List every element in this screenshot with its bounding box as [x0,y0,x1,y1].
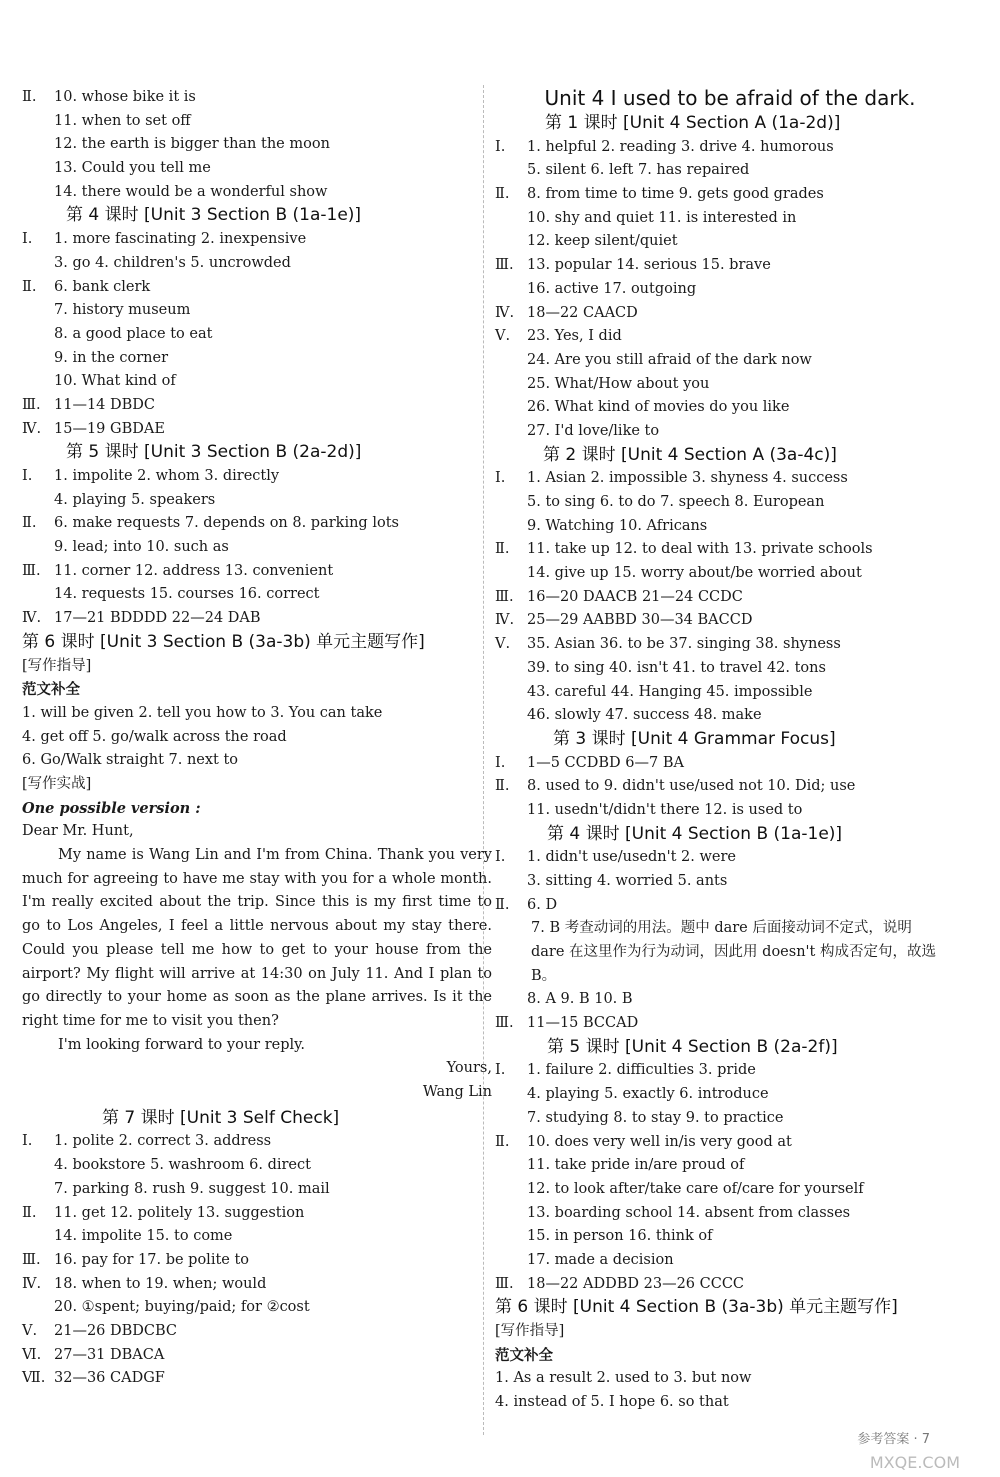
answer-text: 6. D [527,896,558,913]
answer-line [22,1320,492,1344]
answer-line [495,1012,965,1036]
section-numeral: Ⅴ. [495,328,511,345]
answer-line [22,1273,492,1297]
answer-line [22,536,492,560]
model-fill-answers-r [495,1367,965,1414]
answer-text: 8. a good place to eat [54,325,213,342]
fill-line [22,749,492,773]
answer-text: 18—22 ADDBD 23—26 CCCC [527,1275,745,1292]
answer-text: 1. Asian 2. impossible 3. shyness 4. success [527,470,848,487]
section-numeral: Ⅲ. [495,257,514,274]
section-numeral: Ⅶ. [22,1370,46,1387]
answer-block-r5 [495,1059,965,1296]
answer-text: 26. What kind of movies do you like [527,399,790,416]
answer-line [495,1178,965,1202]
section-numeral: Ⅲ. [22,562,41,579]
answer-line [22,181,492,205]
answer-line [22,583,492,607]
answer-line [22,465,492,489]
answer-text: 16. active 17. outgoing [527,280,697,297]
answer-text: 4. playing 5. speakers [54,491,216,508]
section-numeral: Ⅱ. [22,515,37,532]
answer-block-r4a [495,846,965,917]
answer-text: 12. the earth is bigger than the moon [54,136,330,153]
model-fill-label-r: 范文补全 [495,1346,553,1364]
section-numeral: Ⅱ. [495,778,510,795]
answer-text: 3. sitting 4. worried 5. ants [527,873,728,889]
section-numeral: Ⅳ. [22,610,42,627]
answer-line [495,752,965,776]
answer-text: 10. whose bike it is [54,89,196,105]
answer-text: 7. studying 8. to stay 9. to practice [527,1109,784,1126]
answer-line [22,607,492,631]
answer-line [495,562,965,586]
answer-block-r2 [495,467,965,728]
answer-line [495,136,965,160]
answer-line [495,1249,965,1273]
answer-text: 1. didn't use/usedn't 2. were [527,849,737,866]
answer-text: 10. shy and quiet 11. is interested in [527,209,797,226]
answer-line [495,207,965,231]
answer-text: 10. does very well in/is very good at [527,1133,792,1150]
section-numeral: Ⅱ. [495,186,510,203]
answer-line [495,609,965,633]
answer-line [22,157,492,181]
letter-closing-line: I'm looking forward to your reply. [58,1036,306,1053]
answer-text: 12. to look after/take care of/care for yourself [527,1180,864,1197]
lesson-heading-l6: 第 6 课时 [Unit 3 Section B (3a-3b) 单元主题写作] [22,631,425,652]
answer-line [495,278,965,302]
left-column [22,86,492,1391]
section-numeral: Ⅰ. [22,468,33,484]
answer-text: 27. I'd love/like to [527,422,660,439]
lesson-heading-l5: 第 5 课时 [Unit 3 Section B (2a-2d)] [66,442,362,463]
answer-line [495,349,965,373]
answer-text: 10. What kind of [54,373,176,390]
section-numeral: Ⅰ. [495,470,506,487]
answer-line [22,252,492,276]
answer-line [495,1273,965,1297]
section-numeral: Ⅰ. [495,1062,506,1079]
answer-block-r4b [495,988,965,1035]
answer-text: 6. bank clerk [54,278,151,295]
answer-line [495,1059,965,1083]
section-numeral: Ⅱ. [495,896,510,913]
answer-line [495,1202,965,1226]
answer-text: 1. helpful 2. reading 3. drive 4. humorous [527,138,834,155]
answer-line [495,775,965,799]
answer-text: 16. pay for 17. be polite to [54,1251,250,1268]
answer-text: 32—36 CADGF [54,1370,165,1387]
section-numeral: Ⅰ. [22,231,33,248]
answer-line [495,1225,965,1249]
lesson-heading-l7: 第 7 课时 [Unit 3 Self Check] [102,1107,340,1128]
answer-line [22,1202,492,1226]
answer-text: 14. give up 15. worry about/be worried about [527,565,862,582]
fill-line [495,1367,965,1391]
section-numeral: Ⅴ. [22,1322,38,1339]
answer-line [22,347,492,371]
page-footer [0,1432,1000,1477]
answer-block-l4 [22,228,492,441]
fill-line [22,726,492,750]
answer-text: 7. history museum [54,302,191,319]
answer-line [22,1178,492,1202]
section-numeral: Ⅴ. [495,636,511,653]
writing-guide-label-r: [写作指导] [495,1323,565,1339]
answer-text: 25. What/How about you [527,375,710,392]
answer-text: 11—15 BCCAD [527,1015,639,1032]
section-numeral: Ⅲ. [495,1275,514,1292]
answer-text: 5. silent 6. left 7. has repaired [527,162,750,179]
answer-text: 9. in the corner [54,349,169,366]
sample-letter [22,820,492,1104]
answer-text: 4. playing 5. exactly 6. introduce [527,1086,769,1103]
answer-line [495,159,965,183]
answer-text: 1. polite 2. correct 3. address [54,1133,272,1150]
section-numeral: Ⅲ. [495,1015,514,1032]
answer-block-l5 [22,465,492,631]
answer-line [22,1154,492,1178]
fill-line [22,702,492,726]
answer-text: 1. more fascinating 2. inexpensive [54,231,307,248]
possible-version-label: One possible version : [22,799,201,817]
answer-line [22,110,492,134]
letter-signature: Wang Lin [422,1084,492,1101]
section-numeral: Ⅰ. [495,138,506,155]
section-numeral: Ⅳ. [22,420,42,437]
answer-line [22,394,492,418]
answer-text: 1. failure 2. difficulties 3. pride [527,1062,756,1079]
answer-line [495,1154,965,1178]
answer-line [22,1344,492,1368]
answer-line [22,299,492,323]
answer-line [22,1225,492,1249]
answer-text: 9. Watching 10. Africans [527,517,708,534]
fill-text: 4. instead of 5. I hope 6. so that [495,1394,729,1411]
fill-line [495,1391,965,1415]
answer-text: 43. careful 44. Hanging 45. impossible [527,683,813,700]
answer-line [495,183,965,207]
answer-text: 25—29 AABBD 30—34 BACCD [527,612,753,629]
fill-text: 6. Go/Walk straight 7. next to [22,752,239,769]
section-numeral: Ⅲ. [22,1251,41,1268]
answer-text: 8. A 9. B 10. B [527,991,633,1008]
answer-line [495,799,965,823]
answer-line [495,396,965,420]
answer-text: 14. requests 15. courses 16. correct [54,586,320,603]
answer-text: 11. get 12. politely 13. suggestion [54,1204,305,1221]
answer-text: 11—14 DBDC [54,396,156,413]
answer-text: 5. to sing 6. to do 7. speech 8. European [527,494,825,510]
answer-line [495,1107,965,1131]
answer-text: 11. take pride in/are proud of [527,1157,745,1174]
answer-line [22,228,492,252]
answer-line [495,373,965,397]
fill-text: 4. get off 5. go/walk across the road [22,728,287,745]
answer-line [495,846,965,870]
answer-line [495,420,965,444]
answer-line [22,1130,492,1154]
section-numeral: Ⅲ. [22,396,41,413]
answer-line [495,870,965,894]
answer-line [22,560,492,584]
section-numeral: Ⅰ. [495,849,506,866]
answer-line [22,370,492,394]
section-numeral: Ⅳ. [495,612,515,629]
section-numeral: Ⅵ. [22,1346,42,1363]
answer-line [495,894,965,918]
answer-text: 6. make requests 7. depends on 8. parking lots [54,515,399,532]
answer-text: 4. bookstore 5. washroom 6. direct [54,1157,311,1174]
answer-line [495,633,965,657]
answer-text: 15. in person 16. think of [527,1228,713,1245]
answer-line [22,418,492,442]
answer-line [22,86,492,110]
answer-text: 11. usedn't/didn't there 12. is used to [527,801,803,818]
page-number: 参考答案 · 7 [857,1432,930,1447]
section-numeral: Ⅳ. [22,1275,42,1292]
section-numeral: Ⅳ. [495,304,515,321]
letter-signoff: Yours, [446,1060,492,1077]
answer-text: 13. popular 14. serious 15. brave [527,257,771,274]
writing-practice-label: [写作实战] [22,775,92,792]
watermark: MXQE.COM [869,1453,960,1472]
answer-note-7 [495,917,965,988]
answer-line [495,515,965,539]
answer-text: 12. keep silent/quiet [527,233,678,250]
answer-line [495,1083,965,1107]
answer-text: 13. boarding school 14. absent from classes [527,1204,851,1221]
lesson-heading-l4: 第 4 课时 [Unit 3 Section B (1a-1e)] [66,205,362,226]
answer-text: 8. from time to time 9. gets good grades [527,186,824,203]
answer-text: 18. when to 19. when; would [54,1275,267,1292]
answer-text: 20. ①spent; buying/paid; for ②cost [54,1299,310,1316]
lesson-heading-r6: 第 6 课时 [Unit 4 Section B (3a-3b) 单元主题写作] [495,1297,898,1318]
answer-line [495,988,965,1012]
section-numeral: Ⅰ. [495,754,506,771]
answer-text: 14. there would be a wonderful show [54,183,328,200]
model-fill-label: 范文补全 [22,681,80,699]
answer-line [22,1249,492,1273]
answer-text: 24. Are you still afraid of the dark now [527,351,812,368]
answer-block-l7 [22,1130,492,1391]
answer-block-r3 [495,752,965,823]
answer-text: 3. go 4. children's 5. uncrowded [54,254,291,271]
answer-text: 27—31 DBACA [54,1346,165,1363]
section-numeral: Ⅱ. [495,1133,510,1150]
answer-text: 7. parking 8. rush 9. suggest 10. mail [54,1180,330,1197]
answer-line [495,704,965,728]
section-numeral: Ⅱ. [22,89,37,105]
unit-title: Unit 4 I used to be afraid of the dark. [544,86,916,110]
answer-text: 17. made a decision [527,1251,674,1268]
answer-line [495,467,965,491]
answer-line [22,1296,492,1320]
answer-text: 35. Asian 36. to be 37. singing 38. shyness [527,636,841,653]
answer-text: 18—22 CAACD [527,304,638,321]
answer-text: 1. impolite 2. whom 3. directly [54,468,280,484]
answer-text: 14. impolite 15. to come [54,1228,233,1245]
fill-text: 1. will be given 2. tell you how to 3. You can take [22,704,383,721]
answer-line [22,133,492,157]
fill-text: 1. As a result 2. used to 3. but now [495,1370,752,1387]
answer-line [495,254,965,278]
answer-text: 16—20 DAACB 21—24 CCDC [527,588,743,605]
answer-text: 23. Yes, I did [527,328,622,345]
answer-text: 11. when to set off [54,112,191,129]
answer-line [495,325,965,349]
answer-line [495,491,965,515]
section-numeral: Ⅰ. [22,1133,33,1150]
answer-text: 21—26 DBDCBC [54,1322,178,1339]
lesson-heading-r2: 第 2 课时 [Unit 4 Section A (3a-4c)] [543,444,837,465]
writing-guide-label: [写作指导] [22,657,92,674]
answer-text: 17—21 BDDDD 22—24 DAB [54,610,261,627]
right-column [495,84,965,1415]
answer-text: 1—5 CCDBD 6—7 BA [527,754,684,771]
answer-text: 13. Could you tell me [54,160,211,177]
lesson-heading-r4: 第 4 课时 [Unit 4 Section B (1a-1e)] [547,823,843,844]
answer-line [495,230,965,254]
section-numeral: Ⅱ. [22,1204,37,1221]
answer-line [495,586,965,610]
answer-block-r1 [495,136,965,444]
answer-text: 15—19 GBDAE [54,420,165,437]
answer-text: 8. used to 9. didn't use/used not 10. Did; use [527,778,856,795]
answer-text: 11. corner 12. address 13. convenient [54,562,334,579]
answer-line [495,681,965,705]
letter-body: My name is Wang Lin and I'm from China. Thank you very much for agreeing to have me stay with you for a whole month. I'm really excited about the trip. Since this is my first time to go to Los Angeles, I feel a little nervous about my stay there. Could you please tell me how to get to your house from the airport? My flight will arrive at 14:30 on July 11. And I plan to go directly to your home as soon as the plane arrives. Is it the right time for me to visit you then? [22,847,492,1029]
lesson-heading-r3: 第 3 课时 [Unit 4 Grammar Focus] [553,728,836,749]
lesson-heading-r1: 第 1 课时 [Unit 4 Section A (1a-2d)] [545,113,841,133]
answer-text: 46. slowly 47. success 48. make [527,707,762,724]
answer-line [495,1131,965,1155]
answer-block-l1 [22,86,492,204]
letter-salutation: Dear Mr. Hunt, [22,823,134,840]
answer-line [22,489,492,513]
answer-line [495,657,965,681]
section-numeral: Ⅱ. [495,541,510,558]
section-numeral: Ⅱ. [22,278,37,295]
answer-text: 9. lead; into 10. such as [54,539,229,556]
answer-line [495,302,965,326]
section-numeral: Ⅲ. [495,588,514,605]
answer-text: 39. to sing 40. isn't 41. to travel 42. tons [527,659,826,676]
model-fill-answers [22,702,492,773]
answer-note-text: 7. B 考查动词的用法。题中 dare 后面接动词不定式，说明 dare 在这里作为行为动词，因此用 doesn't 构成否定句，故选 B。 [531,920,936,984]
answer-line [22,323,492,347]
answer-text: 11. take up 12. to deal with 13. private schools [527,541,873,558]
answer-line [22,276,492,300]
answer-line [22,512,492,536]
lesson-heading-r5: 第 5 课时 [Unit 4 Section B (2a-2f)] [547,1036,838,1057]
answer-line [495,538,965,562]
answer-line [22,1367,492,1391]
